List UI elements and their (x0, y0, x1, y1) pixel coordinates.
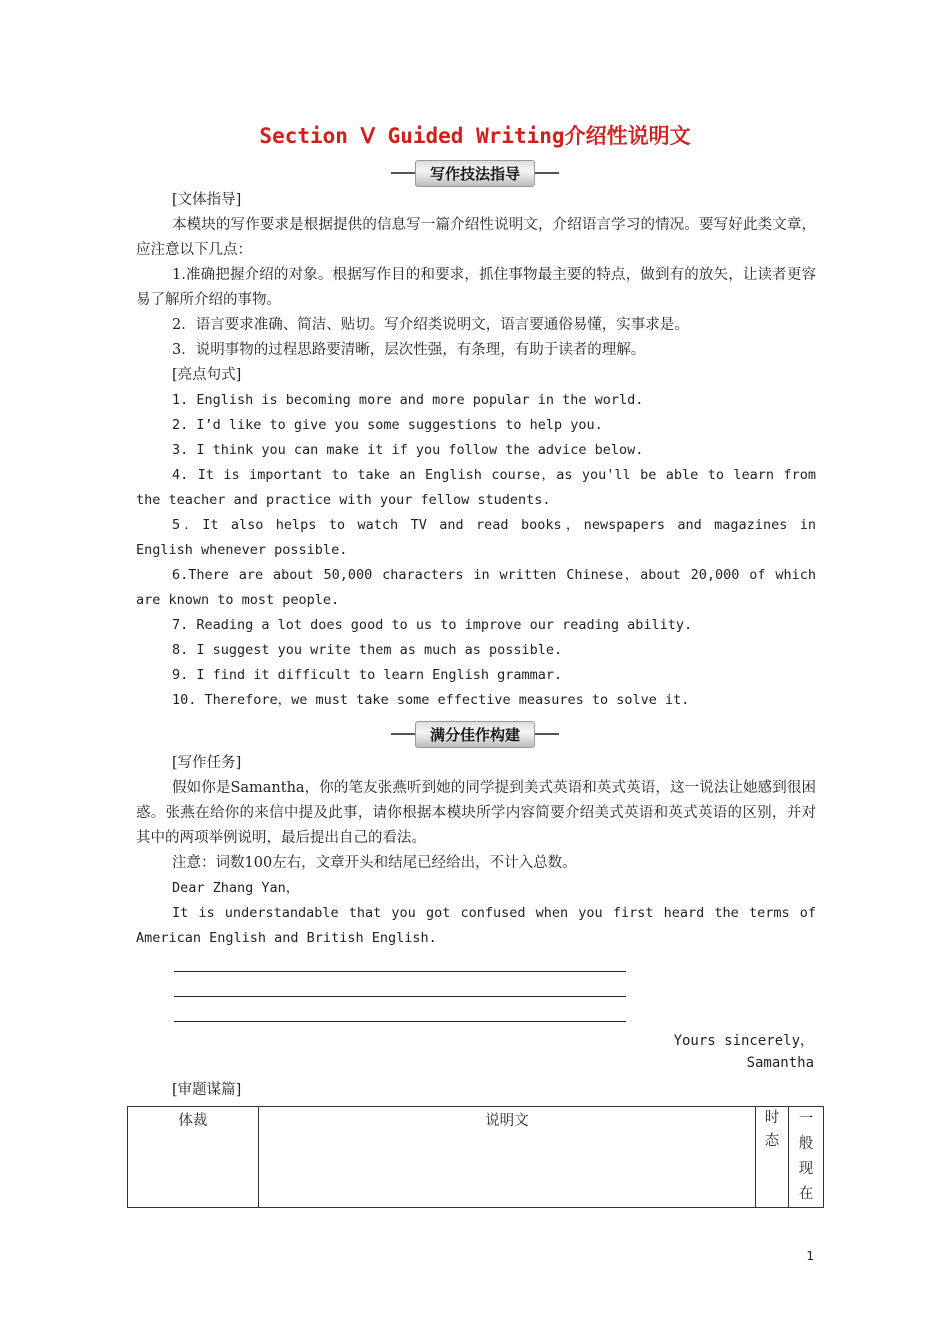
task-prompt: 假如你是Samantha，你的笔友张燕听到她的同学提到美式英语和英式英语，这一说法让她感到很困惑。张燕在给你的来信中提及此事，请你根据本模块所学内容简要介绍美式英语和英式英语的区别，并对其中的两项举例说明，最后提出自己的看法。 (136, 780, 816, 846)
banner-rule-right (535, 733, 559, 735)
guide-point: 1.准确把握介绍的对象。根据写作目的和要求，抓住事物最主要的特点，做到有的放矢，让读者更容易了解所介绍的事物。 (136, 267, 816, 308)
sentence-item: 3. I think you can make it if you follow the advice below. (172, 442, 644, 458)
answer-line[interactable] (174, 996, 626, 997)
guide-point: 2．语言要求准确、简洁、贴切。写介绍类说明文，语言要通俗易懂，实事求是。 (172, 317, 689, 333)
section-banner-model-essay (0, 721, 950, 747)
tense-value-text: 一般现在 (798, 1111, 814, 1202)
section-banner-writing-skills (0, 160, 950, 186)
letter-greeting: Dear Zhang Yan， (172, 880, 300, 896)
task-heading: [写作任务] (172, 755, 242, 771)
page-title: Section Ⅴ Guided Writing介绍性说明文 (259, 124, 691, 148)
sentence-item: 6.There are about 50,000 characters in written Chinese，about 20,000 of which are known to most people. (136, 567, 816, 608)
sentence-item: 1. English is becoming more and more popular in the world. (172, 392, 644, 408)
banner-label: 写作技法指导 (415, 160, 535, 187)
sentence-item: 7. Reading a lot does good to us to improve our reading ability. (172, 617, 693, 633)
task-section (136, 751, 816, 951)
guide-section (136, 188, 816, 713)
answer-line[interactable] (174, 971, 626, 972)
sentences-heading: [亮点句式] (172, 367, 242, 383)
plan-table (127, 1106, 824, 1208)
genre-value: 说明文 (258, 1107, 755, 1208)
banner-rule-right (535, 172, 559, 174)
plan-section (136, 1078, 816, 1103)
sentence-item: 5．It also helps to watch TV and read books，newspapers and magazines in English whenever possible. (136, 517, 816, 558)
tense-label-text: 时态 (764, 1110, 780, 1149)
banner-rule-left (391, 172, 415, 174)
plan-heading: [审题谋篇] (172, 1082, 242, 1098)
page-number: 1 (806, 1249, 814, 1263)
sentence-item: 2. I’d like to give you some suggestions to help you. (172, 417, 603, 433)
table-row (128, 1107, 824, 1208)
guide-intro: 本模块的写作要求是根据提供的信息写一篇介绍性说明文，介绍语言学习的情况。要写好此类文章，应注意以下几点： (136, 217, 816, 258)
answer-line[interactable] (174, 1021, 626, 1022)
genre-label: 体裁 (128, 1107, 259, 1208)
banner-rule-left (391, 733, 415, 735)
sentence-item: 10. Therefore，we must take some effective measures to solve it. (172, 692, 690, 708)
letter-opening: It is understandable that you got confused when you first heard the terms of American English and British English. (136, 905, 816, 946)
letter-signature: Samantha (746, 1055, 814, 1071)
banner-label: 满分佳作构建 (415, 721, 535, 748)
task-note: 注意：词数100左右，文章开头和结尾已经给出，不计入总数。 (172, 855, 577, 871)
sentence-item: 8. I suggest you write them as much as possible. (172, 642, 563, 658)
guide-point: 3．说明事物的过程思路要清晰，层次性强，有条理，有助于读者的理解。 (172, 342, 646, 358)
letter-closing: Yours sincerely， (673, 1033, 814, 1049)
tense-label (756, 1107, 789, 1208)
sentence-item: 4. It is important to take an English course，as you'll be able to learn from the teacher and practice with your fellow students. (136, 467, 816, 508)
guide-heading: [文体指导] (172, 192, 242, 208)
tense-value (789, 1107, 824, 1208)
sentence-item: 9. I find it difficult to learn English grammar. (172, 667, 563, 683)
